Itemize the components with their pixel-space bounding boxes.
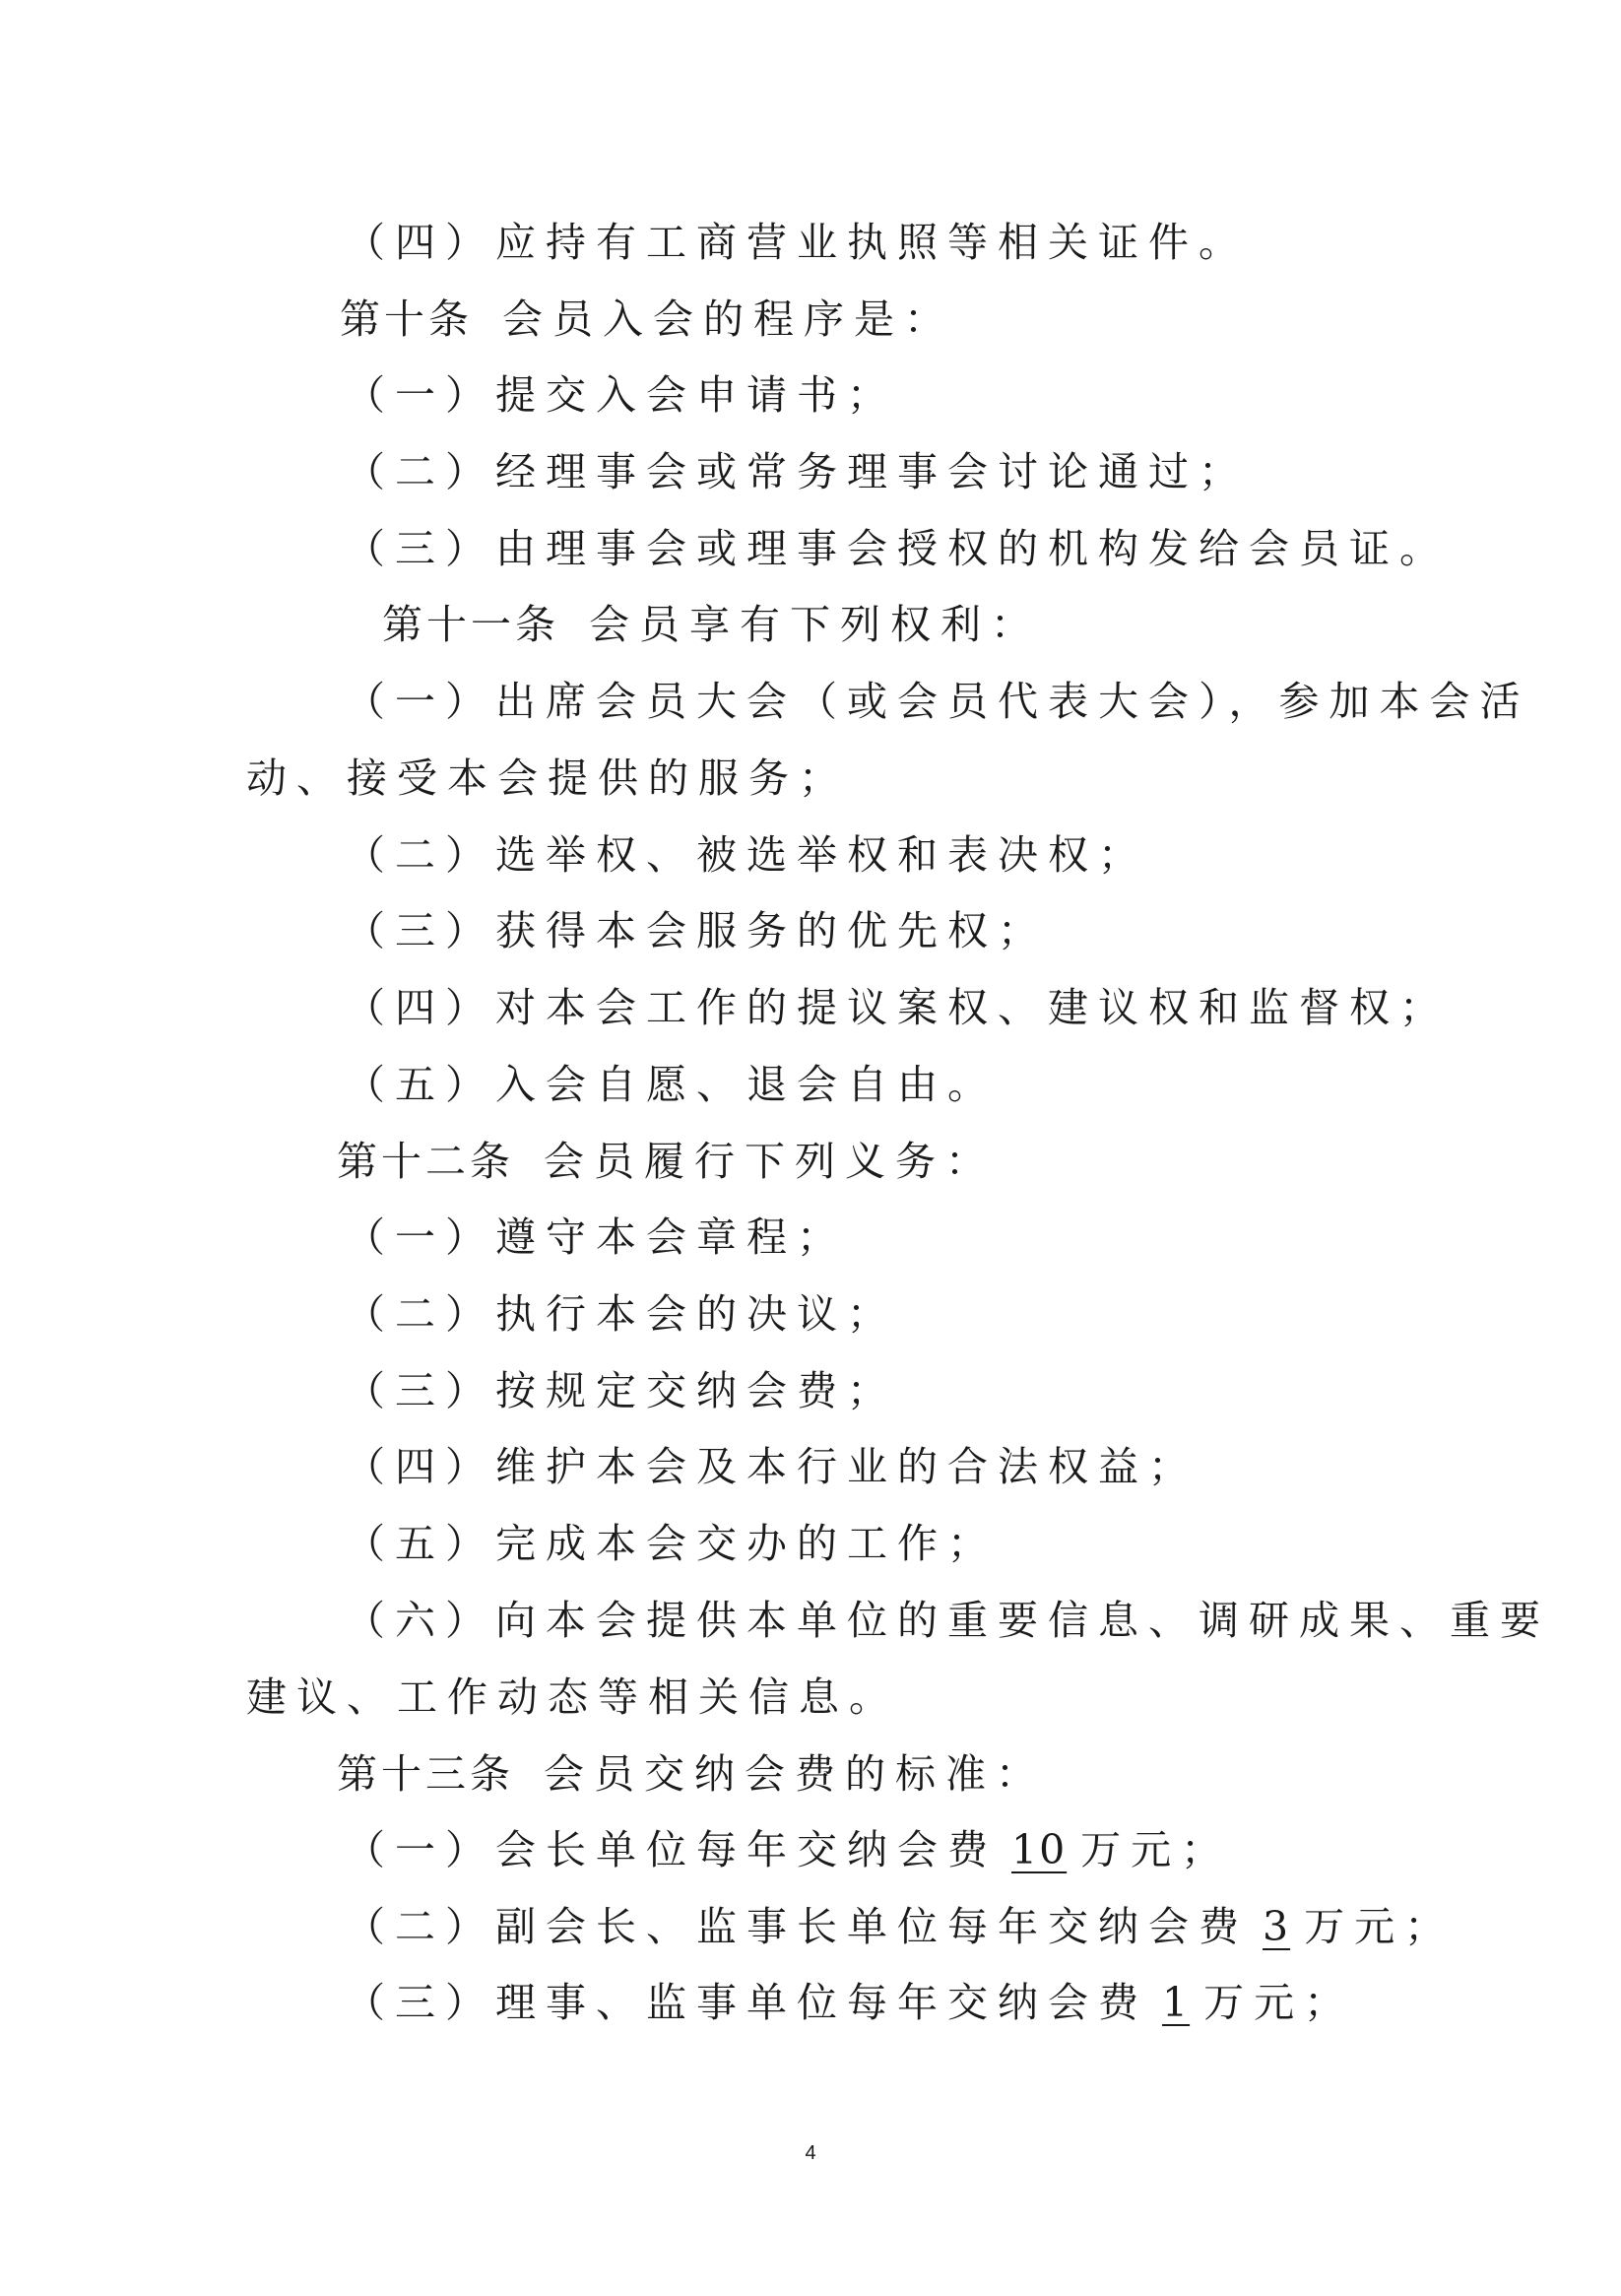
text-line <box>345 1210 847 1265</box>
text-line <box>345 521 1450 576</box>
clause-text: （三）按规定交纳会费； <box>345 1367 897 1414</box>
text-line-continued <box>246 1670 899 1725</box>
fee-line-president <box>345 1822 1231 1877</box>
clause-text: 动、接受本会提供的服务； <box>246 754 849 802</box>
article-text: 会员享有下列权利： <box>589 601 1041 648</box>
text-line <box>345 1593 1550 1648</box>
page-number: 4 <box>805 2142 816 2164</box>
text-line <box>345 1439 1199 1494</box>
clause-text: （一）出席会员大会（或会员代表大会），参加本会活 <box>345 678 1530 725</box>
clause-text: （四）维护本会及本行业的合法权益； <box>345 1443 1199 1490</box>
article-13-line <box>337 1746 1046 1802</box>
fee-unit: 万元； <box>1203 1979 1355 2026</box>
clause-text: 建议、工作动态等相关信息。 <box>246 1673 899 1721</box>
clause-text: （四）对本会工作的提议案权、建议权和监督权； <box>345 984 1450 1031</box>
text-line <box>345 1286 897 1342</box>
clause-text: （二）选举权、被选举权和表决权； <box>345 831 1148 879</box>
clause-text: （二）经理事会或常务理事会讨论通过； <box>345 448 1249 495</box>
article-text: 会员入会的程序是： <box>502 295 954 343</box>
text-line <box>345 1057 998 1112</box>
clause-text: （三）由理事会或理事会授权的机构发给会员证。 <box>345 525 1450 572</box>
clause-text: （二）执行本会的决议； <box>345 1290 897 1338</box>
clause-text: （五）入会自愿、退会自由。 <box>345 1061 998 1108</box>
clause-text: （五）完成本会交办的工作； <box>345 1520 998 1567</box>
fee-amount: 1 <box>1162 1979 1191 2026</box>
article-heading: 第十一条 <box>382 601 559 648</box>
article-11-line <box>382 597 1041 652</box>
fee-unit: 万元； <box>1080 1826 1232 1873</box>
text-line <box>345 903 1048 958</box>
article-12-line <box>337 1134 996 1189</box>
fee-label: （一）会长单位每年交纳会费 <box>345 1826 998 1873</box>
text-line <box>345 1516 998 1571</box>
fee-amount: 10 <box>1011 1826 1068 1873</box>
text-line <box>345 444 1249 499</box>
text-line <box>345 674 1530 729</box>
article-heading: 第十条 <box>340 295 473 343</box>
fee-label: （二）副会长、监事长单位每年交纳会费 <box>345 1903 1249 1950</box>
article-heading: 第十三条 <box>337 1750 514 1798</box>
fee-amount: 3 <box>1263 1903 1291 1950</box>
clause-text: （四）应持有工商营业执照等相关证件。 <box>345 219 1249 266</box>
fee-unit: 万元； <box>1304 1903 1456 1950</box>
clause-text: （一）遵守本会章程； <box>345 1214 847 1261</box>
clause-text: （六）向本会提供本单位的重要信息、调研成果、重要 <box>345 1597 1550 1644</box>
clause-text: （一）提交入会申请书； <box>345 371 897 419</box>
text-line-continued <box>246 751 849 806</box>
fee-line-vice-president <box>345 1899 1455 1954</box>
text-line <box>345 827 1148 883</box>
fee-line-director <box>345 1975 1354 2030</box>
article-heading: 第十二条 <box>337 1138 514 1185</box>
text-line <box>345 1363 897 1418</box>
clause-text: （三）获得本会服务的优先权； <box>345 907 1048 954</box>
fee-label: （三）理事、监事单位每年交纳会费 <box>345 1979 1148 2026</box>
article-10-line <box>340 292 954 347</box>
article-text: 会员履行下列义务： <box>544 1138 996 1185</box>
article-text: 会员交纳会费的标准： <box>544 1750 1046 1798</box>
text-line <box>345 980 1450 1035</box>
text-line <box>345 215 1249 270</box>
text-line <box>345 367 897 423</box>
